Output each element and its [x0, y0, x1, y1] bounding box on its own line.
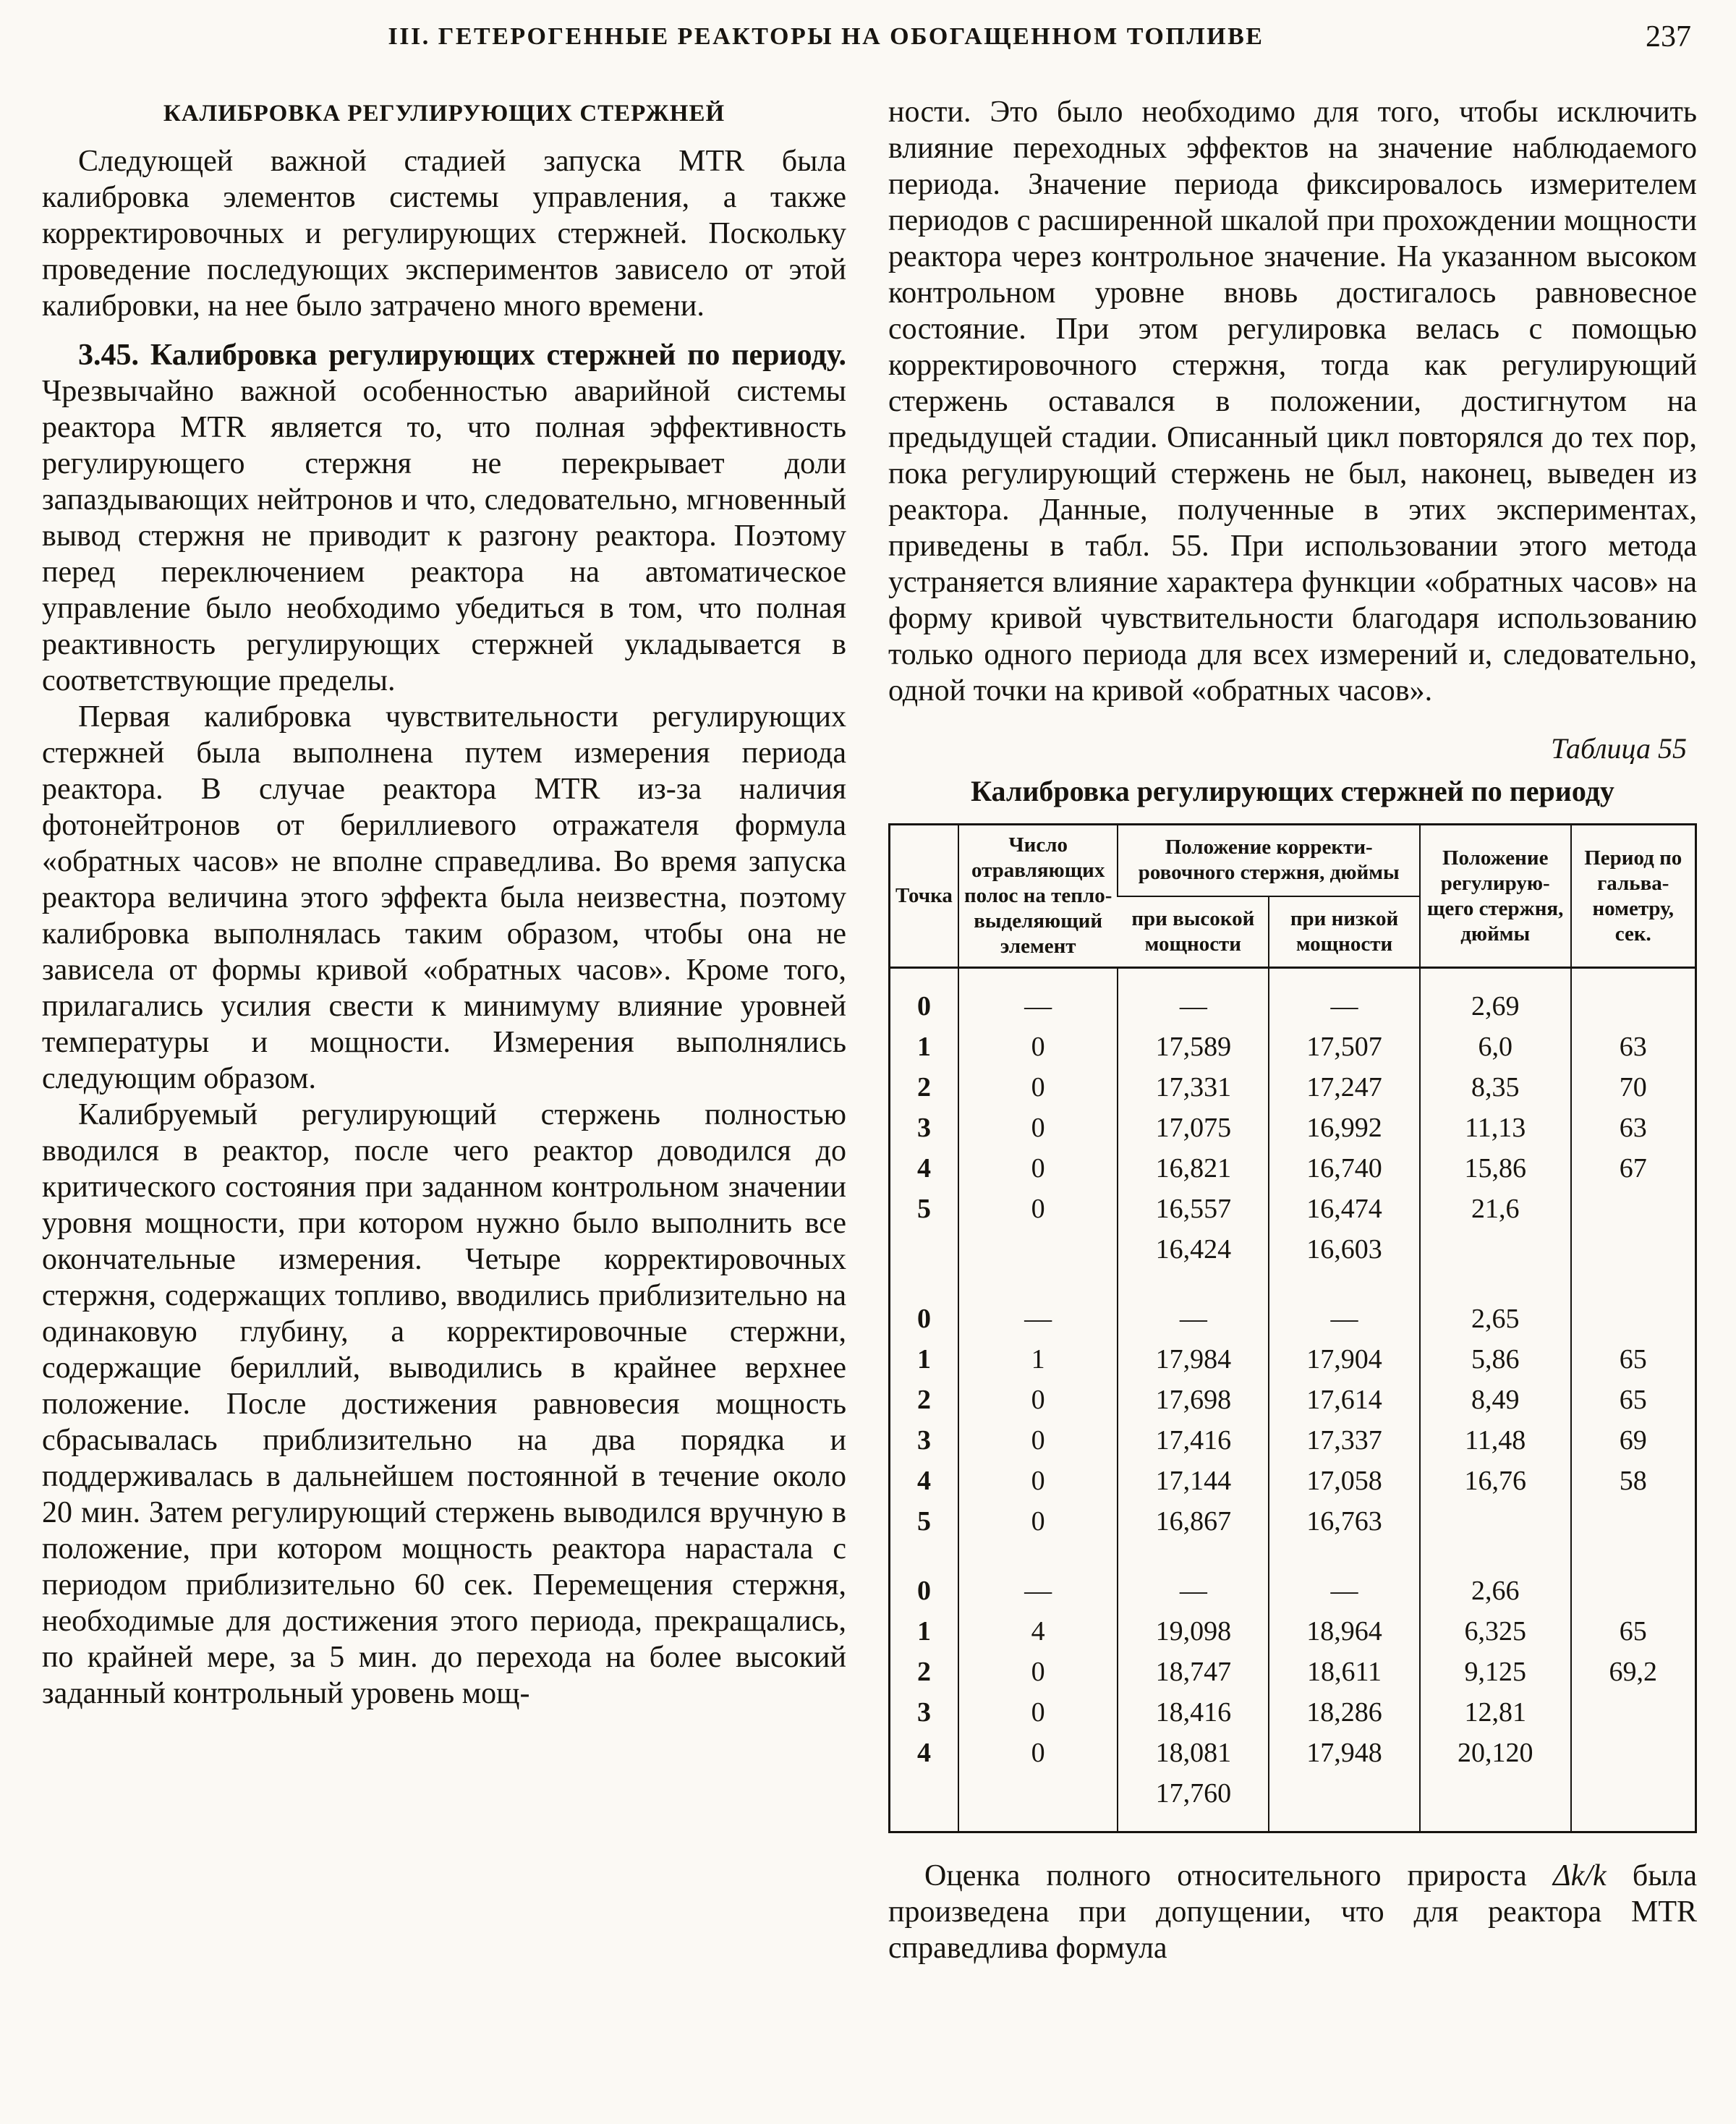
- table-cell: 5: [916, 1506, 931, 1537]
- table-cell: 65: [1571, 1611, 1696, 1652]
- table-cell: 17,058: [1269, 1461, 1420, 1501]
- table-cell: [958, 1229, 1118, 1270]
- table-row: [890, 1027, 1696, 1067]
- table-cell: 8,35: [1420, 1067, 1571, 1108]
- table-cell: [1269, 1773, 1420, 1832]
- table-cell: 58: [1571, 1461, 1696, 1501]
- table-cell: 0: [958, 1148, 1118, 1189]
- table-cell: 21,6: [1420, 1189, 1571, 1229]
- table-cell: 11,48: [1420, 1420, 1571, 1461]
- table-cell: 17,984: [1118, 1339, 1269, 1380]
- table-cell: 0: [958, 1420, 1118, 1461]
- table-cell: [1420, 1229, 1571, 1270]
- table-row: [890, 1501, 1696, 1542]
- table-row: [890, 1611, 1696, 1652]
- table-cell: 17,337: [1269, 1420, 1420, 1461]
- table-cell: 1: [916, 1344, 931, 1375]
- table-cell: 18,747: [1118, 1652, 1269, 1692]
- table-cell: 70: [1571, 1067, 1696, 1108]
- table-cell: 3: [916, 1425, 931, 1456]
- table-cell: 16,603: [1269, 1229, 1420, 1270]
- text-columns: [42, 94, 1697, 1966]
- table-cell: 16,76: [1420, 1461, 1571, 1501]
- column-header-high-power: при высокой мощности: [1118, 896, 1269, 968]
- table-cell: [1571, 1229, 1696, 1270]
- table-cell: —: [958, 968, 1118, 1027]
- column-header-low-power: при низкой мощности: [1269, 896, 1420, 968]
- calibration-table: [888, 823, 1697, 1833]
- table-cell: 17,904: [1269, 1339, 1420, 1380]
- table-cell: 17,331: [1118, 1067, 1269, 1108]
- table-cell: [1571, 1501, 1696, 1542]
- table-cell: 4: [916, 1153, 931, 1184]
- table-cell: [1571, 1189, 1696, 1229]
- calibration-table-header: [890, 825, 1696, 968]
- column-header-period: Период по гальванометру, сек.: [1571, 825, 1696, 968]
- table-group-spacer: [890, 1270, 1696, 1299]
- table-cell: 16,821: [1118, 1148, 1269, 1189]
- table-cell: 0: [958, 1652, 1118, 1692]
- table-caption: Таблица 55: [1551, 732, 1687, 765]
- table-cell: 17,507: [1269, 1027, 1420, 1067]
- table-cell: 63: [1571, 1027, 1696, 1067]
- closing-pre: Оценка полного относительного прироста: [924, 1859, 1527, 1893]
- column-header-regulating-rod: Положение регулирующего стержня, дюймы: [1420, 825, 1571, 968]
- table-cell: 8,49: [1420, 1380, 1571, 1420]
- table-cell: 16,557: [1118, 1189, 1269, 1229]
- table-cell: 3: [916, 1113, 931, 1143]
- table-cell: 6,325: [1420, 1611, 1571, 1652]
- table-cell: [1420, 1501, 1571, 1542]
- table-cell: 17,416: [1118, 1420, 1269, 1461]
- table-row: [890, 1652, 1696, 1692]
- paragraph-section-3-45: [42, 337, 846, 699]
- table-row: [890, 1108, 1696, 1148]
- table-cell: [890, 1773, 958, 1832]
- table-cell: 16,992: [1269, 1108, 1420, 1148]
- table-row: [890, 1229, 1696, 1270]
- table-cell: 5,86: [1420, 1339, 1571, 1380]
- paragraph-procedure: Калибруемый регулирующий стержень полностью вводился в реактор, после чего реактор доводился до критического состояния при заданном контрольном значении уровня мощности, при котором нужно было выполнить все окончательные измерения. Четыре корректировочных стержня, содержащих топливо, вводились приблизительно на одинаковую глубину, а корректировочные стержни, содержащие бериллий, выводились в крайнее верхнее положение. После достижения равновесия мощность сбрасывалась приблизительно на два порядка и поддерживалась в дальнейшем постоянной в течение около 20 мин. Затем регулирующий стержень выводился вручную в положение, при котором мощность реактора нарастала с периодом приблизительно 60 сек. Перемещения стержня, необходимые для достижения этого периода, прекращались, по крайней мере, за 5 мин. до перехода на более высокий заданный контрольный уровень мощ-: [42, 1098, 846, 1710]
- table-cell: —: [958, 1299, 1118, 1339]
- table-cell: 0: [916, 991, 931, 1021]
- table-cell: 9,125: [1420, 1652, 1571, 1692]
- table-cell: [890, 1229, 958, 1270]
- table-cell: 4: [958, 1611, 1118, 1652]
- table-cell: 67: [1571, 1148, 1696, 1189]
- table-group-spacer: [890, 1542, 1696, 1571]
- table-row: [890, 1189, 1696, 1229]
- table-cell: 17,144: [1118, 1461, 1269, 1501]
- table-cell: [1571, 1692, 1696, 1733]
- table-row: [890, 1299, 1696, 1339]
- table-cell: 0: [958, 1733, 1118, 1773]
- column-header-poison-strips: Число отравляющих полос на тепловыделяющий элемент: [958, 825, 1118, 968]
- running-head: III. ГЕТЕРОГЕННЫЕ РЕАКТОРЫ НА ОБОГАЩЕННОМ ТОПЛИВЕ: [388, 23, 1264, 50]
- table-cell: 12,81: [1420, 1692, 1571, 1733]
- table-cell: 0: [958, 1108, 1118, 1148]
- table-cell: 18,611: [1269, 1652, 1420, 1692]
- paragraph-closing: [888, 1858, 1697, 1966]
- table-row: [890, 1571, 1696, 1611]
- table-cell: 69: [1571, 1420, 1696, 1461]
- table-cell: 16,763: [1269, 1501, 1420, 1542]
- table-cell: —: [958, 1571, 1118, 1611]
- table-cell: 20,120: [1420, 1733, 1571, 1773]
- table-cell: 63: [1571, 1108, 1696, 1148]
- table-cell: 1: [958, 1339, 1118, 1380]
- table-title: Калибровка регулирующих стержней по периоду: [971, 775, 1614, 807]
- table-cell: 18,081: [1118, 1733, 1269, 1773]
- table-cell: 4: [916, 1466, 931, 1496]
- paragraph-intro: Следующей важной стадией запуска MTR была калибровка элементов системы управления, а также корректировочных и регулирующих стержней. Поскольку проведение последующих экспериментов зависело от этой калибровки, на нее было затрачено много времени.: [42, 145, 846, 323]
- table-cell: 0: [958, 1692, 1118, 1733]
- table-cell: 5: [916, 1194, 931, 1224]
- table-row: [890, 1692, 1696, 1733]
- table-cell: 17,614: [1269, 1380, 1420, 1420]
- table-cell: —: [1269, 1299, 1420, 1339]
- table-row: [890, 1380, 1696, 1420]
- table-cell: 15,86: [1420, 1148, 1571, 1189]
- table-cell: [1420, 1773, 1571, 1832]
- table-cell: 4: [916, 1738, 931, 1768]
- table-cell: 6,0: [1420, 1027, 1571, 1067]
- table-cell: 17,075: [1118, 1108, 1269, 1148]
- table-cell: 17,247: [1269, 1067, 1420, 1108]
- table-row: [890, 1067, 1696, 1108]
- table-cell: 18,286: [1269, 1692, 1420, 1733]
- table-cell: 65: [1571, 1339, 1696, 1380]
- table-cell: 16,424: [1118, 1229, 1269, 1270]
- table-cell: 2,66: [1420, 1571, 1571, 1611]
- table-row: [890, 1148, 1696, 1189]
- table-cell: 18,964: [1269, 1611, 1420, 1652]
- table-row: [890, 1420, 1696, 1461]
- table-cell: 18,416: [1118, 1692, 1269, 1733]
- table-cell: 0: [958, 1380, 1118, 1420]
- table-cell: 17,948: [1269, 1733, 1420, 1773]
- closing-post: была произведена при допущении, что для реактора MTR справедлива формула: [888, 1859, 1698, 1965]
- subheading: КАЛИБРОВКА РЕГУЛИРУЮЩИХ СТЕРЖНЕЙ: [163, 101, 726, 127]
- table-cell: 16,740: [1269, 1148, 1420, 1189]
- table-cell: 17,589: [1118, 1027, 1269, 1067]
- table-cell: 0: [958, 1461, 1118, 1501]
- table-cell: 0: [916, 1576, 931, 1606]
- left-column: [42, 94, 846, 1966]
- column-header-shim-rod-group: Положение корректировочного стержня, дюймы: [1118, 825, 1419, 896]
- table-cell: [1571, 1571, 1696, 1611]
- table-cell: —: [1118, 968, 1269, 1027]
- table-cell: —: [1118, 1299, 1269, 1339]
- right-column: [888, 94, 1697, 1966]
- paragraph-first-calibration: Первая калибровка чувствительности регулирующих стержней была выполнена путем измерения периода реактора. В случае реактора MTR из-за наличия фотонейтронов от бериллиевого отражателя формула «обратных часов» не вполне справедлива. Во время запуска реактора величина этого эффекта была неизвестна, поэтому калибровка выполнялась таким образом, чтобы она не зависела от формы кривой «обратных часов». Кроме того, прилагались усилия свести к минимуму влияние уровней температуры и мощности. Измерения выполнялись следующим образом.: [42, 700, 846, 1095]
- table-cell: —: [1269, 1571, 1420, 1611]
- table-cell: 19,098: [1118, 1611, 1269, 1652]
- table-cell: 0: [958, 1027, 1118, 1067]
- section-lead: 3.45. Калибровка регулирующих стержней по периоду.: [78, 339, 846, 372]
- table-cell: 17,760: [1118, 1773, 1269, 1832]
- table-row: [890, 1773, 1696, 1832]
- table-cell: 65: [1571, 1380, 1696, 1420]
- table-cell: [1571, 968, 1696, 1027]
- table-cell: 0: [958, 1501, 1118, 1542]
- delta-k-formula: Δk/k: [1553, 1859, 1607, 1893]
- calibration-table-body: [890, 968, 1696, 1832]
- table-cell: 16,867: [1118, 1501, 1269, 1542]
- table-cell: 2: [916, 1072, 931, 1103]
- table-row: [890, 968, 1696, 1027]
- table-row: [890, 1461, 1696, 1501]
- table-cell: 17,698: [1118, 1380, 1269, 1420]
- table-cell: —: [1269, 968, 1420, 1027]
- table-cell: 1: [916, 1032, 931, 1062]
- table-cell: 2: [916, 1657, 931, 1687]
- table-cell: 1: [916, 1616, 931, 1647]
- table-cell: 0: [958, 1189, 1118, 1229]
- table-cell: 11,13: [1420, 1108, 1571, 1148]
- section-body: Чрезвычайно важной особенностью аварийной системы реактора MTR является то, что полная эффективность регулирующего стержня не перекрывает доли запаздывающих нейтронов и что, следовательно, мгновенный вывод стержня не приводит к разгону реактора. Поэтому перед переключением реактора на автоматическое управление было необходимо убедиться в том, что полная реактивность регулирующих стержней укладывается в соответствующие пределы.: [42, 375, 846, 697]
- table-cell: 2: [916, 1385, 931, 1415]
- table-cell: [958, 1773, 1118, 1832]
- table-cell: 3: [916, 1697, 931, 1728]
- table-cell: 0: [958, 1067, 1118, 1108]
- page-number: 237: [1646, 20, 1691, 54]
- paragraph-continuation: ности. Это было необходимо для того, чтобы исключить влияние переходных эффектов на значение наблюдаемого периода. Значение периода фиксировалось измерителем периодов с расширенной шкалой при прохождении мощности реактора через контрольное значение. На указанном высоком контрольном уровне вновь достигалось равновесное состояние. При этом регулировка велась с помощью корректировочного стержня, тогда как регулирующий стержень оставался в положении, достигнутом на предыдущей стадии. Описанный цикл повторялся до тех пор, пока регулирующий стержень не был, наконец, выведен из реактора. Данные, полученные в этих экспериментах, приведены в табл. 55. При использовании этого метода устраняется влияние характера функции «обратных часов» на форму кривой чувствительности благодаря использованию только одного периода для всех измерений и, следовательно, одной точки на кривой «обратных часов».: [888, 95, 1697, 708]
- table-cell: 2,65: [1420, 1299, 1571, 1339]
- table-cell: 0: [916, 1304, 931, 1334]
- column-header-point: Точка: [890, 825, 958, 968]
- table-cell: [1571, 1299, 1696, 1339]
- table-cell: —: [1118, 1571, 1269, 1611]
- table-cell: 16,474: [1269, 1189, 1420, 1229]
- table-row: [890, 1339, 1696, 1380]
- table-row: [890, 1733, 1696, 1773]
- table-cell: [1571, 1733, 1696, 1773]
- table-cell: 69,2: [1571, 1652, 1696, 1692]
- table-cell: [1571, 1773, 1696, 1832]
- table-cell: 2,69: [1420, 968, 1571, 1027]
- running-head-row: [42, 19, 1697, 62]
